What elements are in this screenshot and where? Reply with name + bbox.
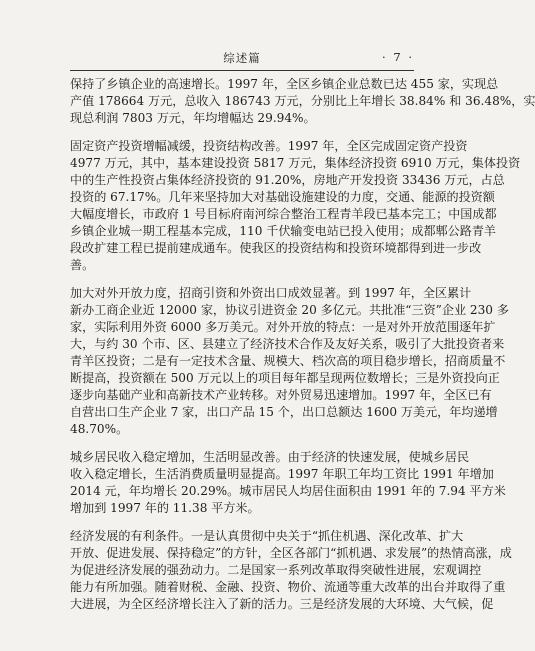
paragraph-gap — [70, 438, 414, 449]
text-line: 乡镇企业城一期工程基本完成，110 千伏输变电站已投入使用；成都郫公路青羊 — [70, 224, 497, 238]
text-line: 青羊区投资；二是有一定技术含量、规模大、档次高的项目稳步增长，招商质量不 — [70, 354, 506, 368]
text-line: 为促进经济发展的强劲动力。二是国家一系列改革取得突破性进展，宏观调控 — [70, 563, 482, 577]
text-line: 增加到 1997 年的 11.38 平方米。 — [70, 501, 260, 515]
section-title: 综述篇 — [223, 51, 261, 65]
text-line: 城乡居民收入稳定增加，生活明显改善。由于经济的快速发展，使城乡居民 — [70, 450, 470, 464]
text-line: 加大对外开放力度，招商引资和外资出口成效显著。到 1997 年，全区累计 — [70, 286, 472, 300]
text-line: 善。 — [70, 258, 95, 272]
text-line: 经济发展的有利条件。一是认真贯彻中央关于“抓住机遇、深化改革、扩大 — [70, 529, 464, 543]
paragraph-gap — [70, 517, 414, 528]
text-line: 2014 元，年均增长 20.29%。城市居民人均居住面积由 1991 年的 7.94 平方米 — [70, 484, 506, 498]
text-line: 断提高，投资额在 500 万元以上的项目每年都呈现两位数增长；三是外资投向正 — [70, 371, 500, 385]
page-number: · 7 · — [382, 50, 414, 64]
header-rule — [70, 70, 414, 71]
paragraph-gap — [70, 127, 414, 138]
paragraph — [70, 528, 512, 613]
text-line: 4977 万元，其中，基本建设投资 5817 万元，集体经济投资 6910 万元，集体投资 — [70, 156, 521, 170]
text-line: 现总利润 7803 万元，年均增幅达 29.94%。 — [70, 111, 316, 125]
text-line: 大，与约 30 个市、区、县建立了经济技术合作及友好关系，吸引了大批投资者来 — [70, 337, 505, 351]
body-text — [70, 76, 535, 613]
text-line: 逐步向基础产业和高新技术产业转移。对外贸易迅速增加。1997 年，全区已有 — [70, 388, 492, 402]
paragraph — [70, 76, 535, 127]
paragraph — [70, 285, 509, 438]
text-line: 大进展，为全区经济增长注入了新的活力。三是经济发展的大环境、大气候，促 — [70, 597, 494, 611]
text-line: 家，实际利用外资 6000 多万美元。对外开放的特点：一是对外开放范围逐年扩 — [70, 320, 496, 334]
running-header — [70, 48, 414, 68]
text-line: 保持了乡镇企业的高速增长。1997 年，全区乡镇企业总数已达 455 家，实现总 — [70, 77, 499, 91]
text-line: 大幅度增长，市政府 1 号目标府南河综合整治工程青羊段已基本完工；中国成都 — [70, 207, 497, 221]
text-line: 固定资产投资增幅减缓，投资结构改善。1997 年，全区完成固定资产投资 — [70, 139, 468, 153]
text-line: 中的生产性投资占集体经济投资的 91.20%，房地产开发投资 33436 万元，占总 — [70, 173, 505, 187]
text-line: 段改扩建工程已提前建成通车。使我区的投资结构和投资环境都得到进一步改 — [70, 241, 482, 255]
paragraph — [70, 449, 506, 517]
text-line: 自营出口生产企业 7 家，出口产品 15 个，出口总额达 1600 万美元，年均递增 — [70, 405, 498, 419]
paragraph-gap — [70, 274, 414, 285]
text-line: 48.70%。 — [70, 422, 129, 436]
text-line: 开放、促进发展、保持稳定”的方针，全区各部门“抓机遇、求发展”的热情高涨，成 — [70, 546, 512, 560]
text-line: 投资的 67.17%。几年来坚持加大对基础设施建设的力度，交通、能源的投资额 — [70, 190, 495, 204]
text-line: 产值 178664 万元，总收入 186743 万元，分别比上年增长 38.84% 和 36.48%，实 — [70, 94, 535, 108]
text-line: 能力有所加强。随着财税、金融、投资、物价、流通等重大改革的出台并取得了重 — [70, 580, 506, 594]
text-line: 收入稳定增长，生活消费质量明显提高。1997 年职工年均工资比 1991 年增加 — [70, 467, 494, 481]
paragraph — [70, 138, 521, 274]
text-line: 新办工商企业近 12000 家，协议引进资金 20 多亿元。共批准“三资”企业 230 多 — [70, 303, 509, 317]
